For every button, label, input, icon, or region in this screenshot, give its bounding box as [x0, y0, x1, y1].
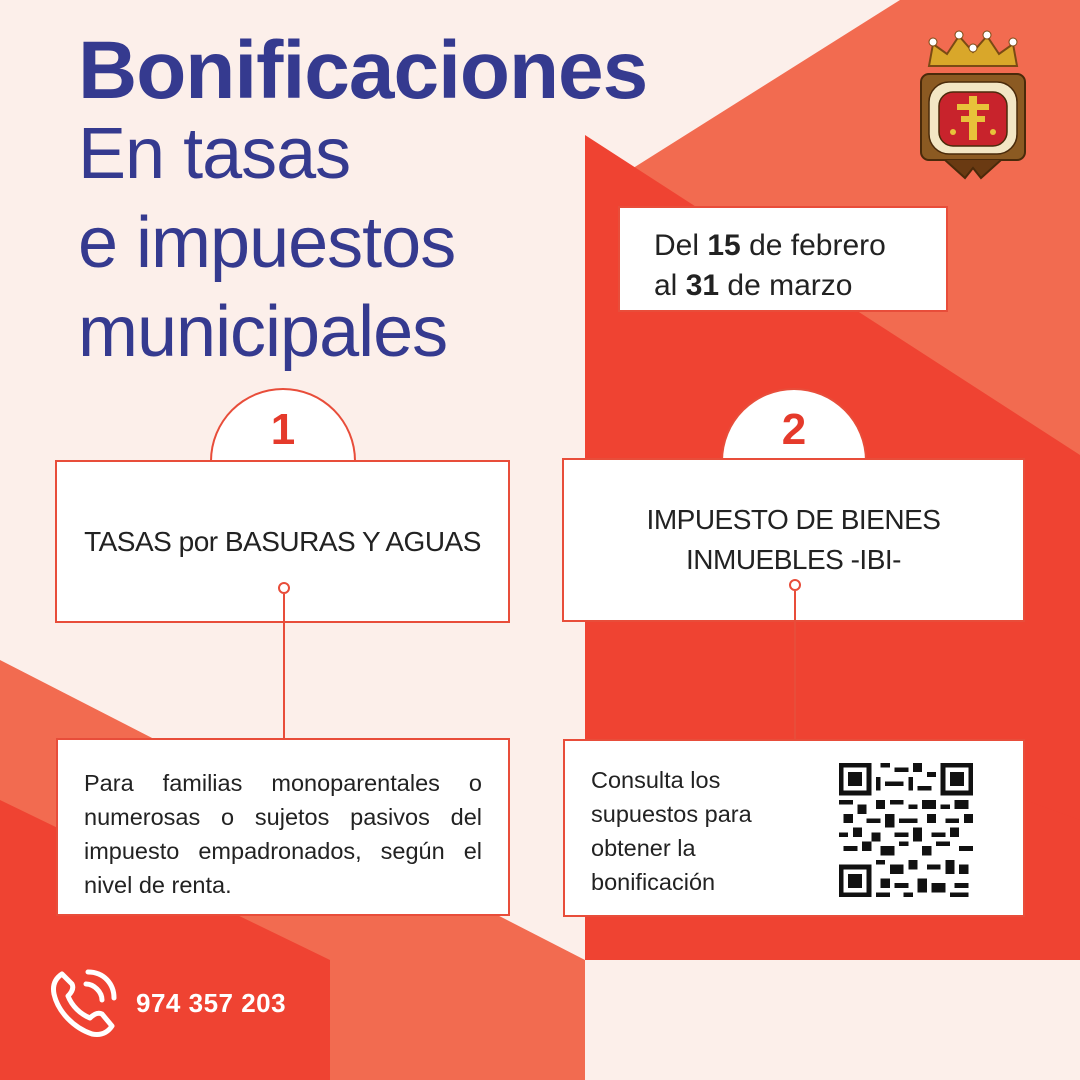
item-2-connector-dot: [789, 579, 801, 591]
item-1-connector-dot: [278, 582, 290, 594]
item-1-description: Para familias monoparentales o numerosas o sujetos pasivos del impuesto empadronados, según el nivel de renta.: [56, 738, 510, 916]
date-line-2: al 31 de marzo: [654, 269, 853, 302]
bg-shape-right-lower-light: [1025, 800, 1080, 960]
date-range-box: [618, 206, 948, 312]
phone-number[interactable]: 974 357 203: [136, 988, 287, 1018]
item-2-description: Consulta los supuestos para obtener la bonificación: [591, 767, 752, 895]
subtitle-line-2: e impuestos: [78, 203, 456, 283]
item-2-label: IMPUESTO DE BIENES INMUEBLES -IBI-: [646, 504, 941, 575]
subtitle-line-3: municipales: [78, 292, 448, 372]
page-title: Bonificaciones: [78, 25, 648, 116]
date-line-1: Del 15 de febrero: [654, 229, 886, 262]
item-2-number-tab: 2: [721, 388, 867, 462]
item-1-number-tab: 1: [210, 388, 356, 462]
coat-of-arms-icon: [915, 30, 1031, 188]
item-1-connector-line: [283, 594, 285, 738]
bg-shape-bottom-red: [330, 960, 585, 1080]
phone-icon: [44, 964, 124, 1044]
item-2-connector-line: [794, 591, 796, 739]
item-1-label: TASAS por BASURAS Y AGUAS: [84, 525, 481, 557]
item-2-description-card: [563, 739, 1025, 917]
qr-code-icon[interactable]: [839, 763, 973, 897]
bg-shape-bottom-right-light: [585, 960, 1080, 1080]
subtitle-line-1: En tasas: [78, 114, 351, 194]
